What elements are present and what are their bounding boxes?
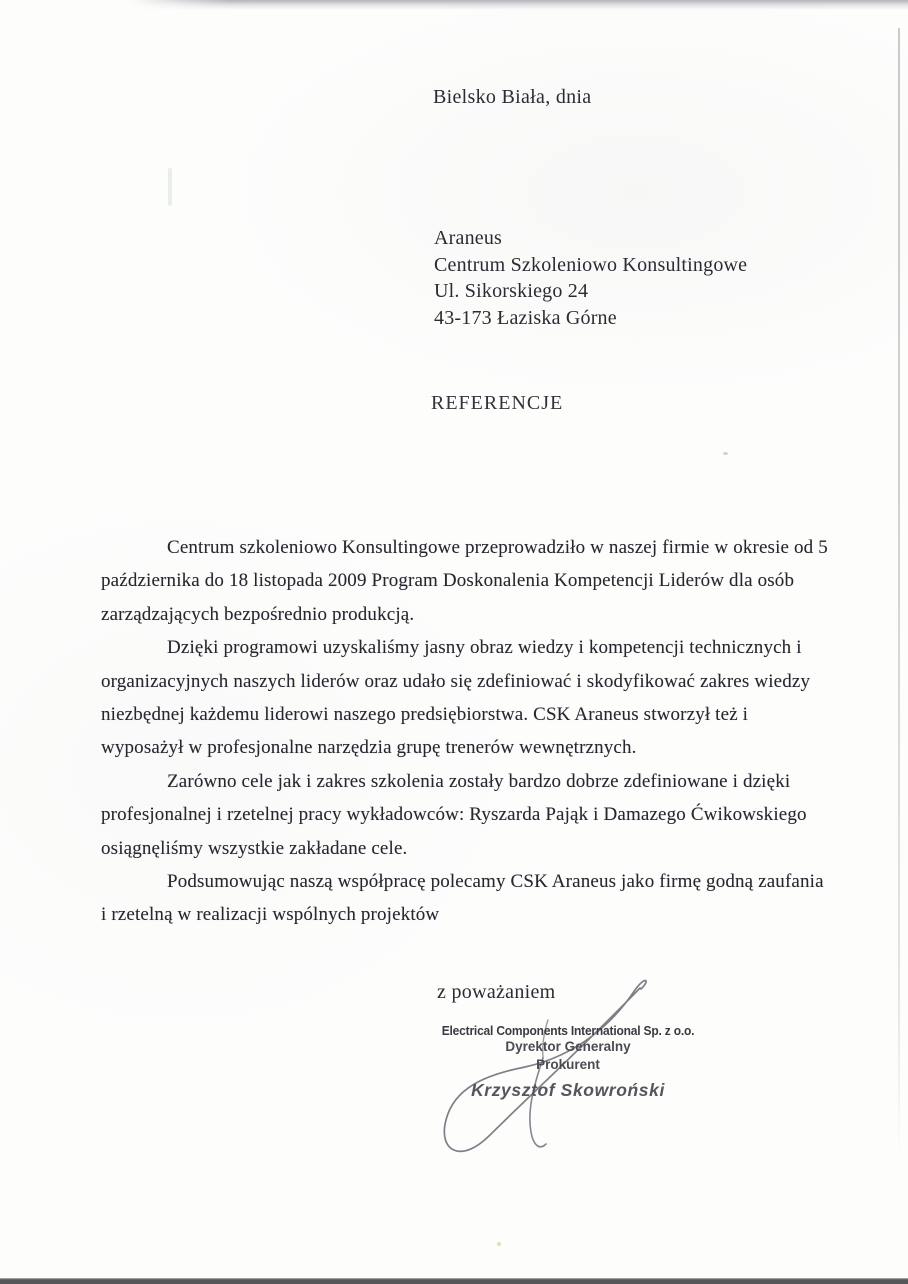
stamp-title-director: Dyrektor Generalny <box>505 1039 631 1054</box>
document-title: REFERENCJE <box>431 392 564 414</box>
scan-speck <box>497 1242 501 1246</box>
scan-top-edge-shadow <box>0 0 908 10</box>
stamp-signatory-name: Krzysztof Skowroński <box>471 1080 665 1100</box>
company-stamp <box>432 1024 704 1101</box>
recipient-address-block <box>434 225 747 331</box>
stamp-title-prokurent: Prokurent <box>536 1057 600 1072</box>
stamp-company-name: Electrical Components International Sp. z o.o. <box>441 1024 695 1038</box>
letter-body <box>101 531 833 932</box>
body-paragraph-4: Podsumowując naszą współpracę polecamy CSK Araneus jako firmę godną zaufania i rzetelną w realizacji wspólnych projektów <box>101 871 824 926</box>
scan-right-edge-line <box>898 28 900 1158</box>
body-paragraph-1: Centrum szkoleniowo Konsultingowe przeprowadziło w naszej firmie w okresie od 5 października do 18 listopada 2009 Program Doskonalenia Kompetencji Liderów dla osób zarządzających bezpośrednio produkcją. <box>101 537 828 625</box>
recipient-company: Centrum Szkoleniowo Konsultingowe <box>434 253 748 276</box>
scan-smudge <box>168 168 172 206</box>
dateline: Bielsko Biała, dnia <box>433 86 592 108</box>
scan-bottom-edge-shadow <box>0 1278 908 1284</box>
recipient-name: Araneus <box>434 227 503 249</box>
recipient-city: 43-173 Łaziska Górne <box>434 306 617 329</box>
recipient-street: Ul. Sikorskiego 24 <box>434 280 589 302</box>
closing-phrase: z poważaniem <box>437 981 556 1003</box>
body-paragraph-3: Zarówno cele jak i zakres szkolenia zostały bardzo dobrze zdefiniowane i dzięki profesjonalnej i rzetelnej pracy wykładowców: Ryszarda Pająk i Damazego Ćwikowskiego osiągnęliśmy wszystkie zakładane cele. <box>101 770 807 859</box>
body-paragraph-2: Dzięki programowi uzyskaliśmy jasny obraz wiedzy i kompetencji technicznych i organizacyjnych naszych liderów oraz udało się zdefiniować i skodyfikować zakres wiedzy niezbędnej każdemu liderowi naszego predsiębiorstwa. CSK Araneus stworzył też i wyposażył w profesjonalne narzędzia grupę trenerów wewnętrznych. <box>101 637 811 759</box>
scan-speck <box>723 452 728 455</box>
